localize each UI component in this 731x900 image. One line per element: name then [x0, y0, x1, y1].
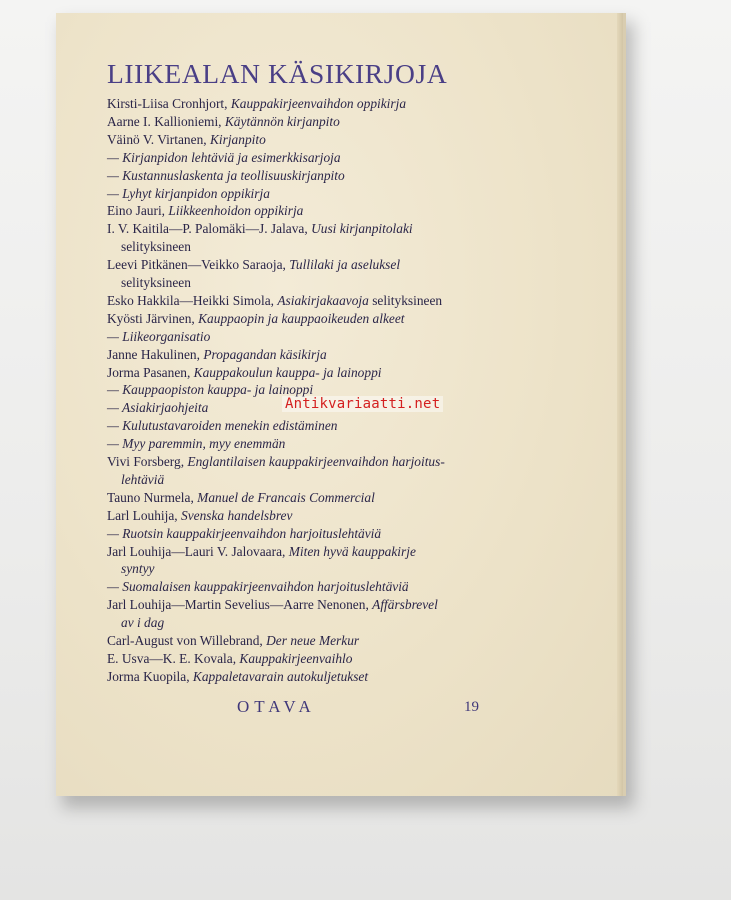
entry-title: — Asiakirjaohjeita	[107, 400, 209, 416]
book-entry	[107, 186, 270, 202]
entry-title: lehtäviä	[121, 471, 165, 487]
entry-author: Larl Louhija,	[107, 507, 181, 523]
book-entry	[107, 203, 303, 219]
entry-title: Der neue Merkur	[266, 633, 360, 648]
entry-title: Liikkeenhoidon oppikirja	[168, 203, 304, 219]
entry-title: — Kulutustavaroiden menekin edistäminen	[107, 418, 338, 434]
entry-title: — Myy paremmin, myy enemmän	[107, 436, 286, 452]
entry-title: Kappaletavarain autokuljetukset	[192, 668, 369, 684]
book-entry	[107, 150, 341, 166]
entry-author: Janne Hakulinen,	[107, 346, 204, 362]
book-entry	[107, 508, 292, 524]
book-entry	[107, 347, 327, 363]
book-entry	[107, 257, 400, 273]
entry-title: — Ruotsin kauppakirjeenvaihdon harjoituslehtäviä	[107, 525, 382, 541]
book-entry	[107, 418, 337, 434]
entry-title: Kirjanpito	[209, 131, 266, 147]
entry-author: Jorma Kuopila,	[107, 668, 193, 684]
entry-title: Kauppakirjeenvaihlo	[239, 650, 353, 666]
entry-title: Manuel de Francais Commercial	[197, 489, 375, 505]
entry-title: Propagandan käsikirja	[203, 346, 327, 362]
entry-title: — Lyhyt kirjanpidon oppikirja	[107, 185, 270, 201]
entry-author: Vivi Forsberg,	[107, 454, 188, 469]
book-entry	[107, 544, 416, 560]
book-entry	[121, 275, 191, 291]
book-entry	[107, 400, 208, 416]
page-edge	[617, 13, 623, 796]
book-entry	[107, 651, 352, 667]
entry-author: Esko Hakkila—Heikki Simola,	[107, 292, 278, 308]
book-entry	[107, 293, 442, 309]
book-entry	[121, 472, 164, 488]
entry-title: — Kirjanpidon lehtäviä ja esimerkkisarjoja	[107, 149, 341, 165]
page-number: 19	[464, 699, 479, 715]
book-entry	[121, 239, 191, 255]
entry-author: selityksineen	[121, 275, 191, 290]
book-entry	[107, 454, 445, 470]
entry-title: Kauppakoulun kauppa- ja lainoppi	[193, 364, 382, 380]
entry-title: Käytännön kirjanpito	[224, 113, 340, 129]
entry-title: Kauppakirjeenvaihdon oppikirja	[230, 96, 407, 111]
book-entry	[121, 615, 164, 631]
book-entry	[107, 114, 340, 130]
entry-title: — Suomalaisen kauppakirjeenvaihdon harjoituslehtäviä	[107, 579, 409, 595]
entry-title: Miten hyvä kauppakirje	[288, 543, 416, 559]
entry-title: Affärsbrevel	[372, 597, 438, 613]
entry-author: Carl-August von Willebrand,	[107, 633, 267, 648]
book-entry	[107, 96, 406, 112]
book-entry	[107, 633, 359, 649]
entry-author: Tauno Nurmela,	[107, 489, 198, 505]
book-entry	[107, 329, 210, 345]
entry-author: I. V. Kaitila—P. Palomäki—J. Jalava,	[107, 221, 312, 237]
entry-title: av i dag	[121, 615, 165, 631]
entry-suffix: selityksineen	[368, 292, 443, 308]
entry-title: Englantilaisen kauppakirjeenvaihdon harjoitus-	[187, 454, 445, 469]
entry-title: — Liikeorganisatio	[107, 328, 211, 344]
book-entry	[107, 579, 409, 595]
entry-author: E. Usva—K. E. Kovala,	[107, 650, 240, 666]
book-entry	[107, 221, 413, 237]
book-entry	[107, 436, 285, 452]
entry-author: selityksineen	[121, 239, 191, 255]
entry-title: Tullilaki ja aseluksel	[289, 257, 401, 273]
entry-title: Svenska handelsbrev	[181, 507, 293, 523]
book-entry	[107, 490, 375, 506]
entry-title: Uusi kirjanpitolaki	[311, 221, 413, 237]
book-entry	[107, 132, 266, 148]
entry-author: Kirsti-Liisa Cronhjort,	[107, 96, 231, 111]
entry-author: Kyösti Järvinen,	[107, 310, 199, 326]
book-entry	[107, 311, 405, 327]
book-entry	[107, 168, 345, 184]
entry-title: — Kauppaopiston kauppa- ja lainoppi	[107, 382, 314, 398]
entry-author: Jorma Pasanen,	[107, 364, 194, 380]
book-entry	[107, 597, 438, 613]
entry-author: Jarl Louhija—Martin Sevelius—Aarre Nenonen,	[107, 597, 373, 613]
entry-author: Aarne I. Kallioniemi,	[107, 113, 225, 129]
watermark-text: Antikvariaatti.net	[282, 396, 443, 412]
book-entry	[121, 561, 154, 577]
entry-title: Asiakirjakaavoja	[277, 292, 369, 308]
entry-title: — Kustannuslaskenta ja teollisuuskirjanpito	[107, 167, 345, 183]
book-entry	[107, 526, 381, 542]
book-entry	[107, 669, 368, 685]
entry-author: Eino Jauri,	[107, 203, 169, 219]
entry-author: Väinö V. Virtanen,	[107, 131, 210, 147]
entry-title: syntyy	[121, 561, 155, 577]
entry-author: Jarl Louhija—Lauri V. Jalovaara,	[107, 543, 289, 559]
publisher-name: OTAVA	[237, 697, 316, 716]
book-entry	[107, 365, 382, 381]
entry-title: Kauppaopin ja kauppaoikeuden alkeet	[198, 310, 405, 326]
series-heading: LIIKEALAN KÄSIKIRJOJA	[107, 58, 448, 89]
entry-author: Leevi Pitkänen—Veikko Saraoja,	[107, 257, 290, 273]
